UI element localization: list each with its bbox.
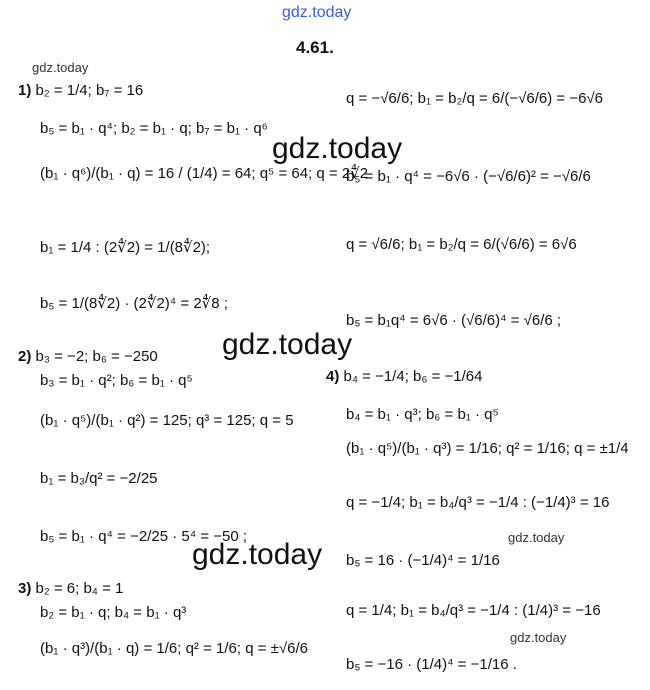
part-4-case-pos-b1: q = 1/4; b₁ = b₄/q³ = −1/4 : (1/4)³ = −16 bbox=[346, 602, 601, 619]
part-4-given: b₄ = −1/4; b₆ = −1/64 bbox=[343, 368, 483, 385]
watermark-small-1: gdz.today bbox=[32, 60, 89, 75]
part-2-ratio: (b₁ · q⁵)/(b₁ · q²) = 125; q³ = 125; q = 5 bbox=[40, 412, 294, 429]
watermark-small-3: gdz.today bbox=[510, 630, 567, 645]
part-3-given: b₂ = 6; b₄ = 1 bbox=[35, 580, 124, 597]
part-3-ratio: (b₁ · q³)/(b₁ · q) = 1/6; q² = 1/6; q = ±√6/6 bbox=[40, 640, 308, 657]
watermark-big-1: gdz.today bbox=[272, 132, 403, 165]
part-4-formulas: b₄ = b₁ · q³; b₆ = b₁ · q⁵ bbox=[346, 406, 499, 423]
part-1-b1: b₁ = 1/4 : (2∜2) = 1/(8∜2); bbox=[40, 239, 211, 256]
part-2-condition bbox=[18, 348, 158, 365]
exercise-number: 4.61. bbox=[296, 38, 334, 57]
watermark-big-2: gdz.today bbox=[222, 328, 353, 361]
watermark-small-2: gdz.today bbox=[508, 530, 565, 545]
part-2-b5: b₅ = b₁ · q⁴ = −2/25 · 5⁴ = −50 ; bbox=[40, 528, 248, 545]
watermark-big-3: gdz.today bbox=[192, 538, 323, 571]
part-1-b5: b₅ = 1/(8∜2) · (2∜2)⁴ = 2∜8 ; bbox=[40, 295, 228, 312]
part-3-case-pos-b5: b₅ = b₁q⁴ = 6√6 · (√6/6)⁴ = √6/6 ; bbox=[346, 312, 562, 329]
part-1-given: b₂ = 1/4; b₇ = 16 bbox=[35, 82, 144, 99]
part-3-number: 3) bbox=[18, 580, 32, 597]
part-1-ratio: (b₁ · q⁶)/(b₁ · q) = 16 / (1/4) = 64; q⁵ = 64; q = 2∜2 bbox=[40, 165, 369, 182]
part-4-number: 4) bbox=[326, 368, 340, 385]
part-3-formulas: b₂ = b₁ · q; b₄ = b₁ · q³ bbox=[40, 604, 187, 621]
part-3-condition bbox=[18, 580, 123, 597]
part-4-case-pos-b5: b₅ = −16 · (1/4)⁴ = −1/16 . bbox=[346, 656, 517, 673]
part-2-formulas: b₃ = b₁ · q²; b₆ = b₁ · q⁵ bbox=[40, 372, 193, 389]
part-2-number: 2) bbox=[18, 348, 32, 365]
part-3-case-pos-b1: q = √6/6; b₁ = b₂/q = 6/(√6/6) = 6√6 bbox=[346, 236, 577, 253]
part-3-case-neg-b1: q = −√6/6; b₁ = b₂/q = 6/(−√6/6) = −6√6 bbox=[346, 90, 603, 107]
watermark-top: gdz.today bbox=[282, 4, 352, 21]
part-4-condition bbox=[326, 368, 482, 385]
part-2-given: b₃ = −2; b₆ = −250 bbox=[35, 348, 158, 365]
part-1-condition bbox=[18, 82, 143, 99]
part-4-case-neg-b5: b₅ = 16 · (−1/4)⁴ = 1/16 bbox=[346, 552, 500, 569]
part-1-number: 1) bbox=[18, 82, 32, 99]
part-2-b1: b₁ = b₃/q² = −2/25 bbox=[40, 470, 158, 487]
part-4-ratio: (b₁ · q⁵)/(b₁ · q³) = 1/16; q² = 1/16; q = ±1/4 bbox=[346, 440, 629, 457]
part-3-case-neg-b5: b₅ = b₁ · q⁴ = −6√6 · (−√6/6)² = −√6/6 bbox=[346, 168, 591, 185]
part-4-case-neg-b1: q = −1/4; b₁ = b₄/q³ = −1/4 : (−1/4)³ = 16 bbox=[346, 494, 610, 511]
part-1-formulas: b₅ = b₁ · q⁴; b₂ = b₁ · q; b₇ = b₁ · q⁶ bbox=[40, 120, 268, 137]
